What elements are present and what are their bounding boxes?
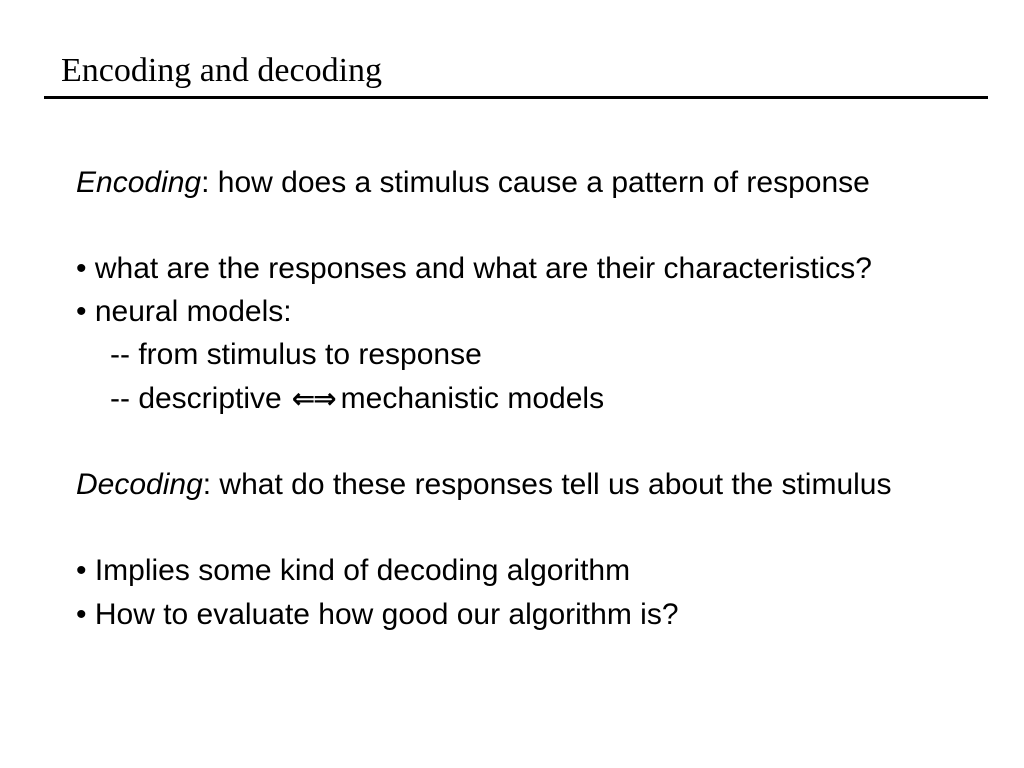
sub-item-stimulus-to-response: -- from stimulus to response	[110, 338, 482, 371]
title-underline	[44, 96, 988, 99]
decoding-bullet-algorithm: • Implies some kind of decoding algorithm	[76, 554, 631, 587]
slide-title: Encoding and decoding	[61, 52, 383, 89]
decoding-term: Decoding	[76, 468, 203, 501]
mechanistic-label: mechanistic models	[340, 382, 605, 415]
decoding-definition-text: : what do these responses tell us about the stimulus	[202, 468, 892, 501]
encoding-term: Encoding	[76, 166, 202, 199]
decoding-definition	[76, 466, 892, 504]
sub-item-descriptive-mechanistic	[110, 380, 604, 418]
descriptive-label: -- descriptive	[110, 382, 282, 415]
encoding-bullet-neural-models: • neural models:	[76, 295, 292, 328]
encoding-definition	[76, 164, 870, 202]
encoding-definition-text: : how does a stimulus cause a pattern of response	[201, 166, 870, 199]
double-arrow-icon: ⇐⇒	[291, 382, 335, 415]
decoding-bullet-evaluate: • How to evaluate how good our algorithm is?	[76, 598, 679, 631]
encoding-bullet-characteristics: • what are the responses and what are their characteristics?	[76, 252, 872, 285]
